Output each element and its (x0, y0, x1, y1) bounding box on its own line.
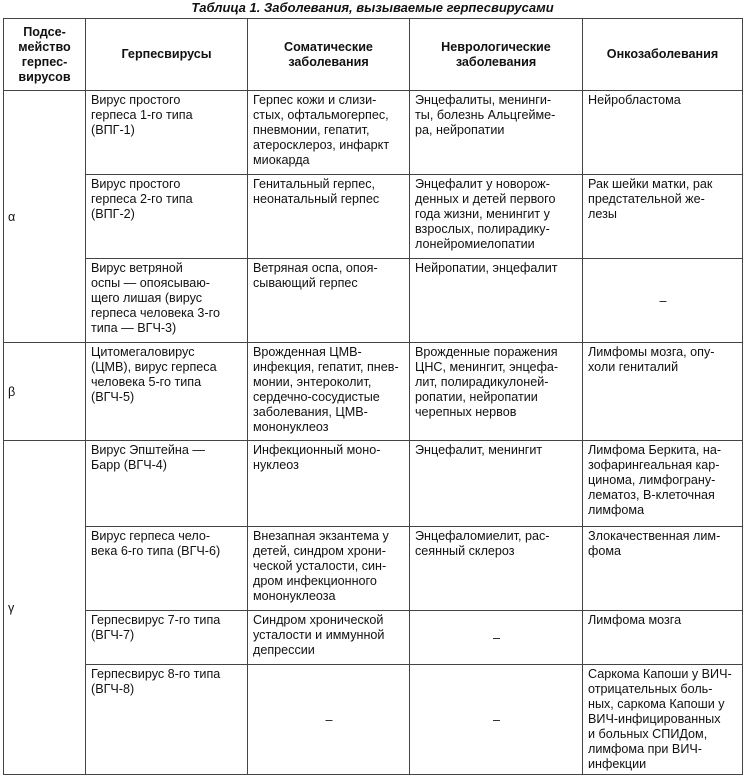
onco-cell: Саркома Капоши у ВИЧ- отрицательных боль- ных, саркома Капоши у ВИЧ-инфицированных и больных СПИДом, лимфома при ВИЧ- инфекции (583, 665, 743, 775)
neuro-cell: Врожденные поражения ЦНС, менингит, энцефа- лит, полирадикулоней- ропатии, нейропатии черепных нервов (410, 343, 583, 441)
table-row (4, 259, 743, 343)
subfamily-beta: β (4, 343, 86, 441)
header-subfamily: Подсе- мейство герпес- вирусов (4, 19, 86, 91)
virus-cell: Вирус ветряной оспы — опоясываю- щего лишая (вирус герпеса человека 3-го типа — ВГЧ-3) (86, 259, 248, 343)
onco-cell: Лимфома Беркита, на- зофарингеальная кар- цинома, лимфограну- лематоз, В-клеточная лимфома (583, 441, 743, 527)
table-row (4, 441, 743, 527)
onco-cell: Злокачественная лим- фома (583, 527, 743, 611)
table-caption: Таблица 1. Заболевания, вызываемые герпесвирусами (191, 0, 554, 15)
header-row (4, 19, 743, 91)
onco-cell: – (583, 259, 743, 343)
header-somatic: Соматические заболевания (248, 19, 410, 91)
header-virus: Герпесвирусы (86, 19, 248, 91)
somatic-cell: Инфекционный моно- нуклеоз (248, 441, 410, 527)
header-neuro: Неврологические заболевания (410, 19, 583, 91)
virus-cell: Вирус герпеса чело- века 6-го типа (ВГЧ-6) (86, 527, 248, 611)
somatic-cell: – (248, 665, 410, 775)
neuro-cell: – (410, 665, 583, 775)
virus-cell: Вирус Эпштейна — Барр (ВГЧ-4) (86, 441, 248, 527)
onco-cell: Рак шейки матки, рак предстательной же- лезы (583, 175, 743, 259)
subfamily-gamma: γ (4, 441, 86, 775)
somatic-cell: Генитальный герпес, неонатальный герпес (248, 175, 410, 259)
neuro-cell: – (410, 611, 583, 665)
somatic-cell: Врожденная ЦМВ- инфекция, гепатит, пнев- монии, энтероколит, сердечно-сосудистые заболевания, ЦМВ- мононуклеоз (248, 343, 410, 441)
neuro-cell: Нейропатии, энцефалит (410, 259, 583, 343)
virus-cell: Герпесвирус 7-го типа (ВГЧ-7) (86, 611, 248, 665)
somatic-cell: Внезапная экзантема у детей, синдром хрони- ческой усталости, син- дром инфекционного мононуклеоза (248, 527, 410, 611)
table-row (4, 91, 743, 175)
somatic-cell: Герпес кожи и слизи- стых, офтальмогерпес, пневмонии, гепатит, атеросклероз, инфаркт миокарда (248, 91, 410, 175)
onco-cell: Лимфомы мозга, опу- холи гениталий (583, 343, 743, 441)
table-row (4, 665, 743, 775)
table-row (4, 527, 743, 611)
neuro-cell: Энцефаломиелит, рас- сеянный склероз (410, 527, 583, 611)
neuro-cell: Энцефалит у новорож- денных и детей первого года жизни, менингит у взрослых, полирадику- лонейромиелопатии (410, 175, 583, 259)
onco-cell: Лимфома мозга (583, 611, 743, 665)
somatic-cell: Синдром хронической усталости и иммунной депрессии (248, 611, 410, 665)
table-row (4, 611, 743, 665)
subfamily-alpha: α (4, 91, 86, 343)
neuro-cell: Энцефалит, менингит (410, 441, 583, 527)
virus-cell: Вирус простого герпеса 2-го типа (ВПГ-2) (86, 175, 248, 259)
virus-cell: Герпесвирус 8-го типа (ВГЧ-8) (86, 665, 248, 775)
table-row (4, 175, 743, 259)
onco-cell: Нейробластома (583, 91, 743, 175)
herpesvirus-diseases-table (3, 18, 743, 775)
neuro-cell: Энцефалиты, менинги- ты, болезнь Альцгейме- ра, нейропатии (410, 91, 583, 175)
virus-cell: Цитомегаловирус (ЦМВ), вирус герпеса человека 5-го типа (ВГЧ-5) (86, 343, 248, 441)
somatic-cell: Ветряная оспа, опоя- сывающий герпес (248, 259, 410, 343)
header-onco: Онкозаболевания (583, 19, 743, 91)
table-row (4, 343, 743, 441)
virus-cell: Вирус простого герпеса 1-го типа (ВПГ-1) (86, 91, 248, 175)
